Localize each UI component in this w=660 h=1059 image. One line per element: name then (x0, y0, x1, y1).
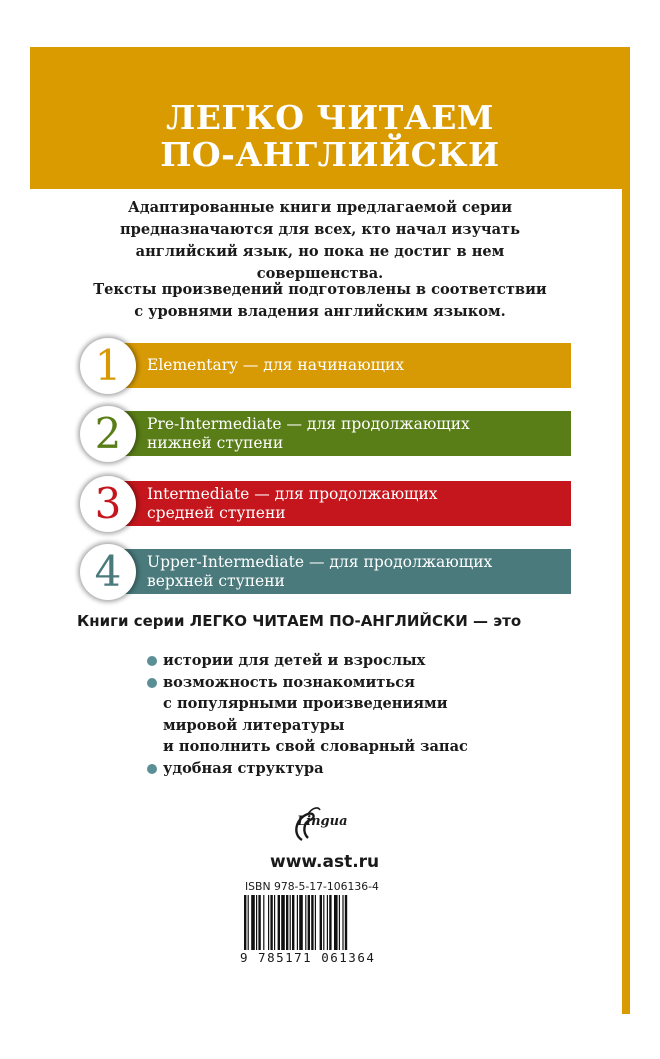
series-title (30, 98, 630, 175)
title-banner (30, 47, 630, 189)
barcode-stripe (274, 895, 275, 957)
barcode-stripe (345, 895, 347, 957)
level-2-text-line1: Pre-Intermediate — для продолжающих (147, 414, 470, 433)
level-4-bar (120, 549, 571, 594)
barcode-stripe (334, 895, 338, 957)
barcode-stripe (329, 895, 331, 957)
side-accent-bar (622, 188, 630, 1014)
barcode-stripe (299, 895, 303, 957)
bullet-dot-icon (147, 764, 157, 774)
list-item (147, 650, 468, 672)
barcode-stripe (286, 895, 288, 957)
barcode-stripe (278, 895, 280, 957)
barcode-stripe (339, 895, 340, 957)
intro-line: английский язык, но пока не достиг в нем (135, 243, 505, 260)
barcode-stripe (311, 895, 313, 957)
list-item (147, 672, 468, 758)
barcode-stripe (290, 895, 291, 957)
list-item-text: возможность познакомиться (163, 673, 415, 691)
level-3-bar (120, 481, 571, 526)
barcode-stripe (258, 895, 260, 957)
intro-paragraph-2 (90, 279, 550, 323)
level-2-bar (120, 411, 571, 456)
level-3-number: 3 (80, 476, 136, 532)
list-item-text: мировой литературы (163, 716, 345, 734)
barcode-stripe (315, 895, 316, 957)
barcode-stripe (320, 895, 322, 957)
publisher-website: www.ast.ru (270, 852, 380, 872)
barcode-stripe (342, 895, 343, 957)
level-1-bar (120, 343, 571, 388)
intro-line: совершенства. (256, 265, 384, 282)
barcode-stripe (263, 895, 264, 957)
intro-line: Тексты произведений подготовлены в соответствии (93, 281, 547, 298)
feature-list (147, 650, 468, 779)
list-item (147, 758, 468, 780)
barcode-stripe (251, 895, 255, 957)
level-1-number: 1 (80, 338, 136, 394)
series-description: Книги серии ЛЕГКО ЧИТАЕМ ПО-АНГЛИЙСКИ — это (77, 612, 522, 630)
intro-paragraph-1 (90, 197, 550, 285)
barcode-stripe (244, 895, 246, 957)
level-3-text-line2: средней ступени (147, 503, 286, 522)
barcode-stripe (327, 895, 328, 957)
bullet-dot-icon (147, 656, 157, 666)
level-4-number: 4 (80, 544, 136, 600)
level-1-text: Elementary — для начинающих (147, 356, 405, 374)
barcode-stripe (270, 895, 272, 957)
series-title-line1: ЛЕГКО ЧИТАЕМ (166, 98, 494, 137)
bullet-dot-icon (147, 678, 157, 688)
series-title-line2: ПО-АНГЛИЙСКИ (160, 135, 500, 174)
level-2-number: 2 (80, 406, 136, 462)
isbn-label: ISBN 978-5-17-106136-4 (245, 880, 379, 893)
list-item-text: с популярными произведениями (163, 695, 448, 712)
intro-line: предназначаются для всех, кто начал изучать (119, 221, 521, 238)
intro-line: с уровнями владения английским языком. (134, 303, 506, 320)
barcode-stripe (248, 895, 249, 957)
barcode-number: 9 785171 061364 (240, 950, 376, 965)
barcode-stripe (297, 895, 298, 957)
barcode-stripe (292, 895, 294, 957)
list-item-text: удобная структура (163, 759, 324, 777)
level-2-text-line2: нижней ступени (147, 433, 284, 452)
level-4-text-line1: Upper-Intermediate — для продолжающих (147, 552, 493, 571)
barcode-stripe (281, 895, 285, 957)
level-4-text-line2: верхней ступени (147, 571, 285, 590)
intro-line: Адаптированные книги предлагаемой серии (127, 199, 513, 216)
list-item-text: истории для детей и взрослых (163, 652, 426, 669)
level-3-text-line1: Intermediate — для продолжающих (147, 484, 438, 503)
publisher-logo-text: Lingua (297, 814, 348, 829)
barcode-stripe (323, 895, 324, 957)
barcode-stripe (256, 895, 257, 957)
barcode-stripe (268, 895, 269, 957)
list-item-text: и пополнить свой словарный запас (163, 738, 468, 755)
barcode-stripe (308, 895, 310, 957)
barcode-stripe (305, 895, 306, 957)
